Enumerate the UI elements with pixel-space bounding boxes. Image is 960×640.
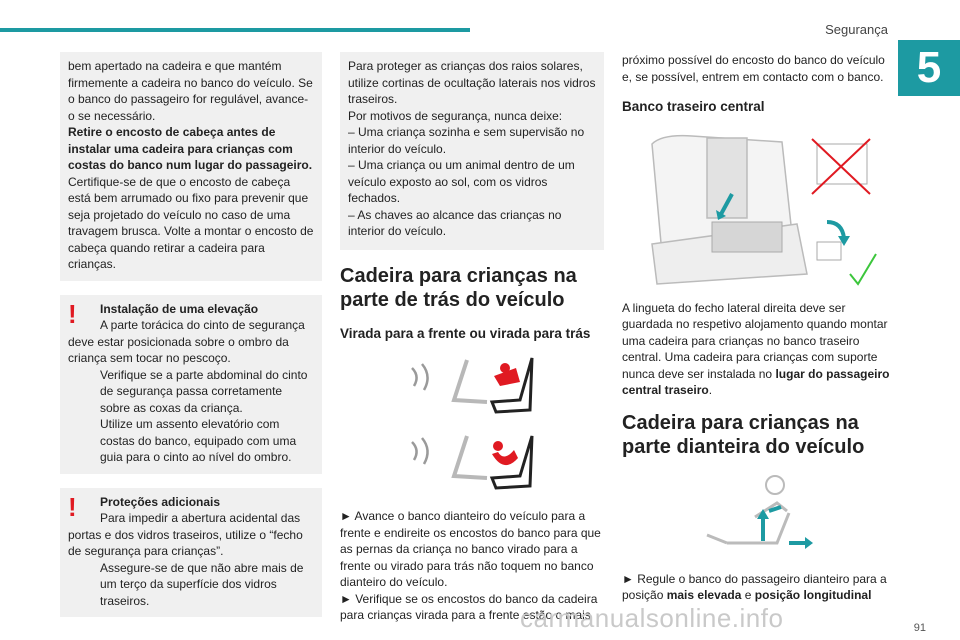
paragraph: próximo possível do encosto do banco do veículo e, se possível, entrem em contacto com o banco. bbox=[622, 53, 885, 84]
box-list-item: – As chaves ao alcance das crianças no interior do veículo. bbox=[348, 207, 562, 238]
box-text: Certifique-se de que o encosto de cabeça está bem arrumado ou fixo para prevenir que seja projetado do veículo no caso de uma travagem brusca. Volte a montar o encosto de cabeça quando retirar a cadeira para crianças. bbox=[68, 174, 314, 271]
box-text: Por motivos de segurança, nunca deixe: bbox=[348, 108, 563, 123]
box-text: Para proteger as crianças dos raios solares, utilize cortinas de ocultação laterais nos vidros traseiros. bbox=[348, 59, 596, 106]
column-3 bbox=[622, 52, 892, 604]
info-box-headrest bbox=[60, 52, 322, 281]
warning-title: Proteções adicionais bbox=[100, 494, 221, 509]
warning-box-protections bbox=[60, 488, 322, 618]
sub-heading: Banco traseiro central bbox=[622, 99, 765, 114]
watermark: carmanualsonline.info bbox=[520, 603, 784, 633]
warning-box-booster bbox=[60, 295, 322, 474]
column-1 bbox=[60, 52, 322, 631]
column-2 bbox=[340, 52, 604, 624]
warning-icon: ! bbox=[68, 491, 77, 522]
paragraph: ► Avance o banco dianteiro do veículo para a frente e endireite os encostos do banco para que as pernas da criança no banco virado para a frente ou virado para trás não toquem no banco dianteiro do veículo. bbox=[340, 509, 601, 589]
warning-text: Utilize um assento elevatório com costas do banco, equipado com uma guia para o cinto ao nível do ombro. bbox=[100, 417, 297, 464]
section-heading: Cadeira para crianças na parte dianteira do veículo bbox=[622, 411, 865, 458]
section-heading: Cadeira para crianças na parte de trás do veículo bbox=[340, 264, 577, 311]
paragraph: ► Regule o banco do passageiro dianteiro para a posição mais elevada e posição longitudinal bbox=[622, 571, 887, 602]
info-box-sun bbox=[340, 52, 604, 250]
section-number-badge: 5 bbox=[898, 40, 960, 96]
box-list-item: – Uma criança sozinha e sem supervisão no interior do veículo. bbox=[348, 125, 585, 156]
paragraph: ► Verifique se os encostos do banco da cadeira para crianças virada para a frente estão o mais bbox=[340, 591, 598, 622]
page-number: 91 bbox=[913, 622, 926, 634]
sub-heading: Virada para a frente ou virada para trás bbox=[340, 325, 591, 341]
warning-text: Para impedir a abertura acidental das portas e dos vidros traseiros, utilize o “fecho de segurança para crianças”. bbox=[68, 511, 303, 558]
box-text: bem apertado na cadeira e que mantém firmemente a cadeira no banco do veículo. Se o banco do passageiro for regulável, avance-o se necessário. bbox=[68, 59, 313, 123]
box-bold-text: Retire o encosto de cabeça antes de instalar uma cadeira para crianças com costas do banco num lugar do passageiro. bbox=[68, 125, 313, 172]
box-list-item: – Uma criança ou um animal dentro de um veículo exposto ao sol, com os vidros fechados. bbox=[348, 158, 575, 205]
front-seat-adjust-illustration bbox=[697, 473, 817, 553]
warning-text: Assegure-se de que não abre mais de um terço da superfície dos vidros traseiros. bbox=[100, 560, 304, 608]
child-seat-illustration bbox=[392, 350, 552, 500]
header-accent-bar bbox=[0, 28, 470, 32]
section-title: Segurança bbox=[825, 22, 888, 37]
warning-icon: ! bbox=[68, 298, 77, 329]
warning-block bbox=[68, 491, 314, 610]
warning-text: Verifique se a parte abdominal do cinto de segurança passa corretamente sobre as coxas da criança. bbox=[100, 367, 308, 415]
warning-title: Instalação de uma elevação bbox=[100, 301, 259, 316]
paragraph: A lingueta do fecho lateral direita deve ser guardada no respetivo alojamento quando montar uma cadeira para crianças no banco traseiro central. Uma cadeira para crianças com suporte nunca deve ser instalada no lugar do passageiro central traseiro. bbox=[622, 300, 890, 397]
rear-bench-illustration bbox=[632, 124, 882, 294]
warning-block bbox=[68, 298, 314, 466]
warning-text: A parte torácica do cinto de segurança deve estar posicionada sobre o ombro da criança sem tocar no pescoço. bbox=[68, 318, 305, 365]
